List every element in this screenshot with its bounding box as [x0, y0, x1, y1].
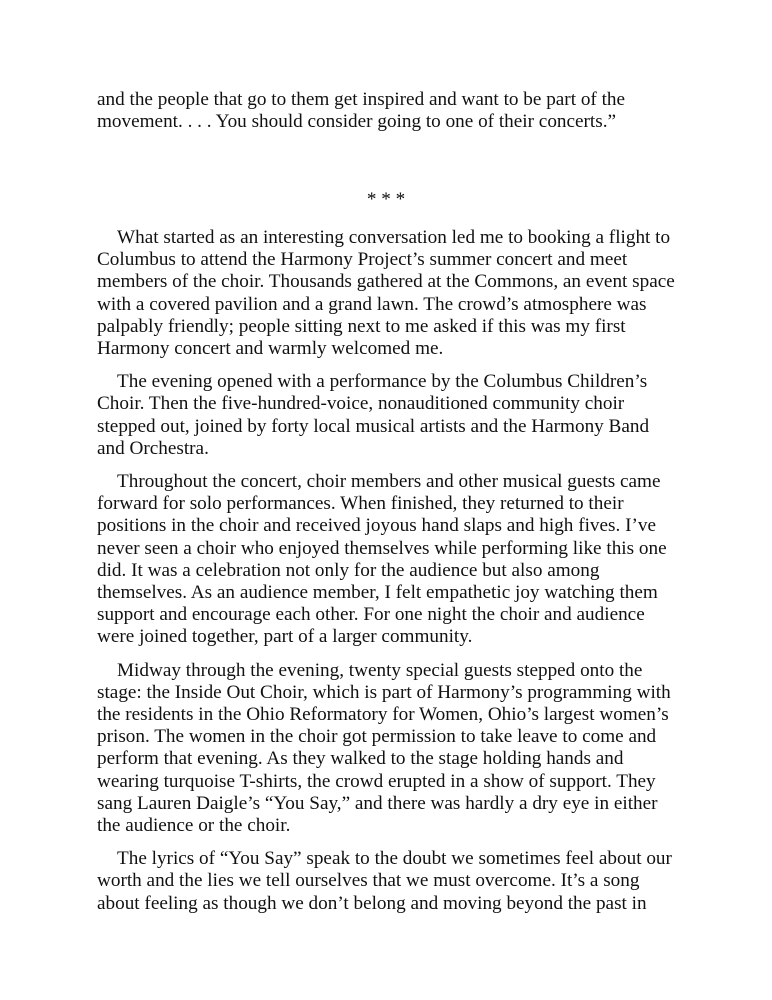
paragraph-1: What started as an interesting conversation led me to booking a flight to Columbus to attend the Harmony Project’s summer concert and meet members of the choir. Thousands gathered at the Commons, an event space with a covered pavilion and a grand lawn. The crowd’s atmosphere was palpably friendly; people sitting next to me asked if this was my first Harmony concert and warmly welcomed me.: [97, 227, 675, 360]
paragraph-5: The lyrics of “You Say” speak to the doubt we sometimes feel about our worth and the lies we tell ourselves that we must overcome. It’s a song about feeling as though we don’t belong and moving beyond the past in: [97, 848, 672, 914]
body-text: [97, 227, 679, 926]
paragraph-4: Midway through the evening, twenty special guests stepped onto the stage: the Inside Out Choir, which is part of Harmony’s programming with the residents in the Ohio Reformatory for Women, Ohio’s largest women’s prison. The women in the choir got permission to take leave to come and perform that evening. As they walked to the stage holding hands and wearing turquoise T-shirts, the crowd erupted in a show of support. They sang Lauren Daigle’s “You Say,” and there was hardly a dry eye in either the audience or the choir.: [97, 659, 671, 837]
separator-asterisks: * * *: [366, 189, 406, 210]
paragraph-3: Throughout the concert, choir members and other musical guests came forward for solo performances. When finished, they returned to their positions in the choir and received joyous hand slaps and high fives. I’ve never seen a choir who enjoyed themselves while performing like this one did. It was a celebration not only for the audience but also among themselves. As an audience member, I felt empathetic joy watching them support and encourage each other. For one night the choir and audience were joined together, part of a larger community.: [97, 471, 667, 648]
continuation-text: and the people that go to them get inspired and want to be part of the movement. . . . You should consider going to one of their concerts.”: [97, 89, 626, 133]
section-separator: [0, 189, 772, 211]
continuation-paragraph: [97, 89, 679, 133]
paragraph-2: The evening opened with a performance by the Columbus Children’s Choir. Then the five-hundred-voice, nonauditioned community choir stepped out, joined by forty local musical artists and the Harmony Band and Orchestra.: [97, 371, 650, 459]
